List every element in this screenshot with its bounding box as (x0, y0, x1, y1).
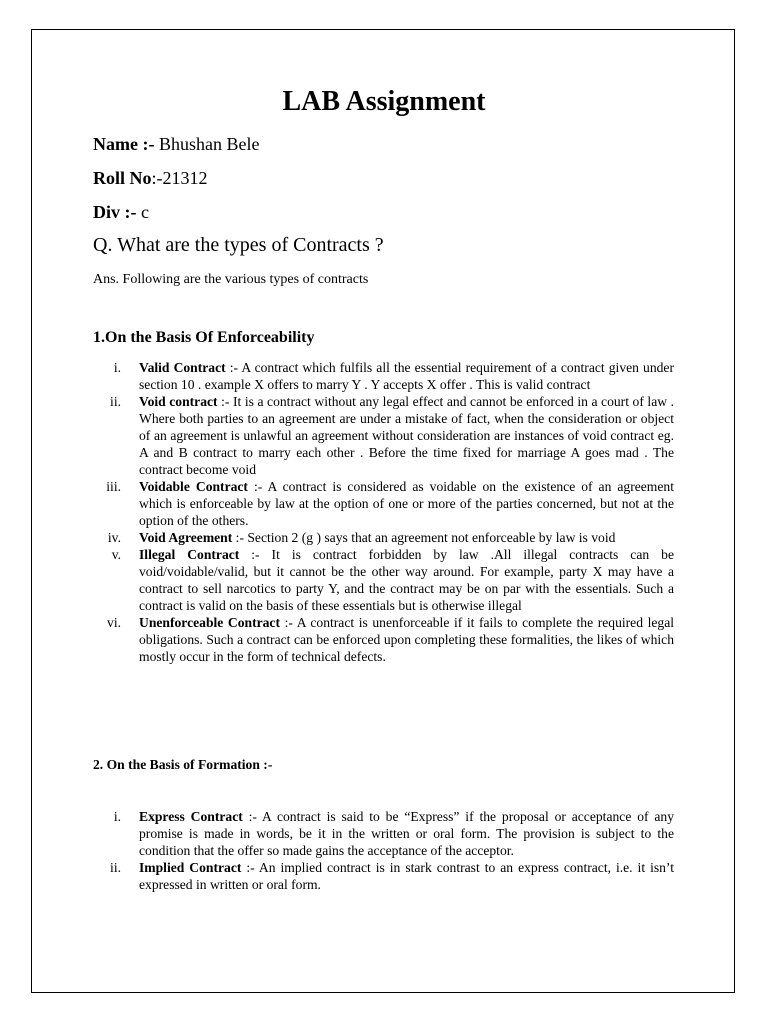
section2-list (93, 808, 674, 893)
item-text: :- A contract is unenforceable if it fails to complete the required legal obligations. Such a contract can be enforced upon completing these formalities, the likes of which mostly occur in the form of technical defects. (139, 615, 675, 664)
document-title: LAB Assignment (282, 86, 486, 117)
question-text: Q. What are the types of Contracts ? (93, 234, 384, 256)
section2-heading: 2. On the Basis of Formation :- (93, 757, 273, 772)
roll-field (93, 168, 208, 189)
item-number: ii. (110, 860, 121, 875)
div-field (93, 202, 149, 223)
item-number: iii. (106, 479, 121, 494)
item-term: Implied Contract (139, 860, 242, 875)
item-number: iv. (107, 530, 121, 545)
list-item (93, 808, 674, 859)
item-text: :- It is a contract without any legal effect and cannot be enforced in a court of law . Where both parties to an agreement are under a mistake of fact, when the consideration or object of an agreement is unlawful an agreement without consideration are instances of void contract eg. A and B contract to marry each other . Before the time fixed for marriage A goes mad . The contract become void (139, 394, 674, 477)
name-label: Name :- (93, 134, 155, 154)
item-term: Express Contract (139, 809, 243, 824)
div-label: Div :- (93, 202, 137, 222)
item-text: :- An implied contract is in stark contrast to an express contract, i.e. it isn’t expressed in written or oral form. (139, 860, 674, 892)
item-text: :- A contract is considered as voidable on the existence of an agreement which is enforceable by law at the option of one or more of the parties concerned, but not at the option of the others. (139, 479, 674, 528)
list-item (93, 393, 674, 478)
item-term: Voidable Contract (139, 479, 248, 494)
answer-intro: Ans. Following are the various types of contracts (93, 272, 369, 287)
name-value: Bhushan Bele (154, 134, 260, 154)
item-number: ii. (110, 394, 121, 409)
item-text: :- Section 2 (g ) says that an agreement not enforceable by law is void (232, 530, 616, 545)
item-number: i. (113, 809, 121, 824)
item-number: vi. (107, 615, 121, 630)
section1-heading: 1.On the Basis Of Enforceability (93, 329, 315, 346)
item-term: Void Agreement (139, 530, 233, 545)
item-term: Unenforceable Contract (139, 615, 280, 630)
div-value: c (136, 202, 149, 222)
list-item (93, 529, 674, 546)
item-term: Valid Contract (139, 360, 226, 375)
item-text: :- A contract which fulfils all the essential requirement of a contract given under section 10 . example X offers to marry Y . Y accepts X offer . This is valid contract (139, 360, 674, 392)
item-number: v. (111, 547, 121, 562)
name-field (93, 134, 259, 155)
roll-value: :-21312 (151, 168, 208, 188)
list-item (93, 614, 674, 665)
item-text: :- A contract is said to be “Express” if the proposal or acceptance of any promise is made in words, be it in the written or oral form. The provision is subject to the condition that the offer so made gains the acceptance of the acceptor. (139, 809, 674, 858)
item-term: Illegal Contract (139, 547, 240, 562)
section1-list (93, 359, 674, 665)
list-item (93, 546, 674, 614)
item-term: Void contract (139, 394, 218, 409)
list-item (93, 859, 674, 893)
list-item (93, 359, 674, 393)
roll-label: Roll No (93, 168, 152, 188)
item-text: :- It is contract forbidden by law .All illegal contracts can be void/voidable/valid, but it cannot be the other way around. For example, party X may have a contract to sell narcotics to party Y, and the contract may be on par with the essentials. Such a contract is valid on the basis of these essentials but is otherwise illegal (139, 547, 674, 613)
list-item (93, 478, 674, 529)
item-number: i. (113, 360, 121, 375)
